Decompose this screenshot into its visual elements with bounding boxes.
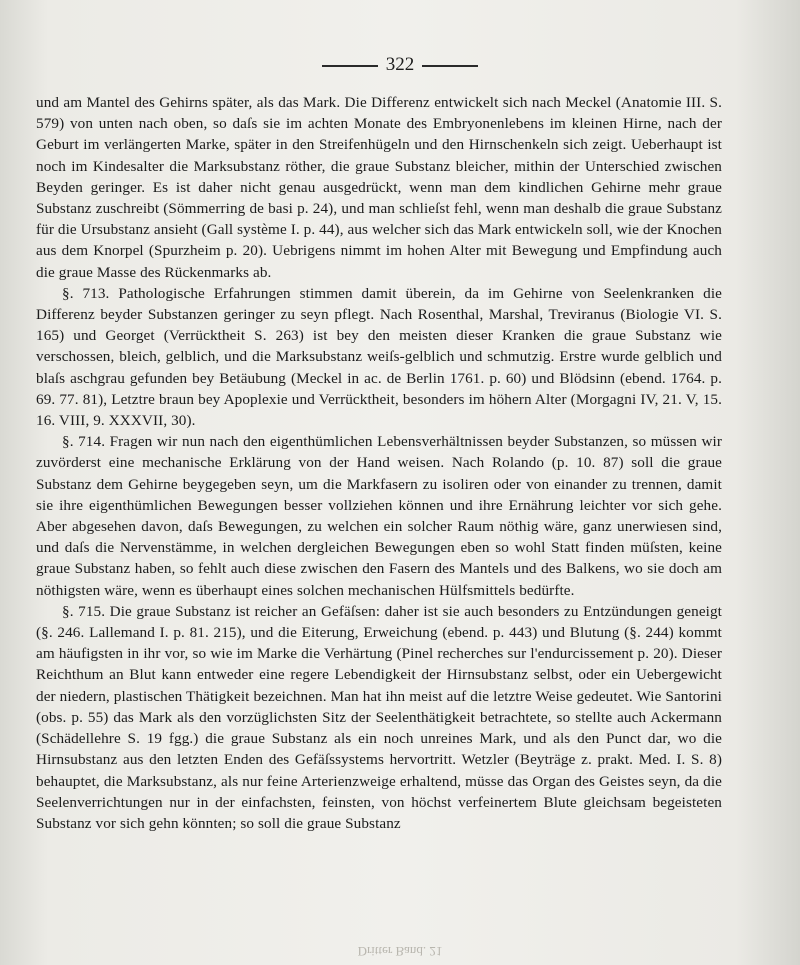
paragraph-section-713: §. 713. Pathologische Erfahrungen stimmen damit überein, da im Gehirne von Seelenkranken die Differenz beyder Substanzen geringer zu seyn pflegt. Nach Rosenthal, Marshal, Treviranus (Biologie VI. S. 165) und Georget (Verrücktheit S. 263) ist bey den meisten dieser Kranken die graue Substanz wie verschossen, bleich, gelblich, und die Marksubstanz weiſs-gelblich und schmutzig. Erstre wurde gelblich und blaſs aschgrau gefunden bey Betäubung (Meckel in ac. de Berlin 1761. p. 60) und Blödsinn (ebend. 1764. p. 69. 77. 81), Letztre braun bey Apoplexie und Verrücktheit, besonders im höhern Alter (Morgagni IV, 21. V, 15. 16. VIII, 9. XXXVII, 30).: [36, 284, 722, 430]
paragraph-section-715: §. 715. Die graue Substanz ist reicher an Gefäſsen: daher ist sie auch besonders zu Entzündungen geneigt (§. 246. Lallemand I. p. 81. 215), und die Eiterung, Erweichung (ebend. p. 443) und Blutung (§. 244) kommt am häufigsten in ihr vor, so wie im Marke die Verhärtung (Pinel recherches sur l'endurcissement p. 20). Dieser Reichthum an Blut kann entweder eine regere Lebendigkeit der Hirnsubstanz selbst, oder ein Uebergewicht der niedern, plastischen Thätigkeit bezeichnen. Man hat ihn meist auf die letztre Weise gedeutet. Wie Santorini (obs. p. 55) das Mark als den vorzüglichsten Sitz der Seelenthätigkeit betrachtete, so stellte auch Ackermann (Schädellehre S. 19 fgg.) die graue Substanz als ein noch unreines Mark, und als den Punct dar, wo die Hirnsubstanz aus den letzten Enden des Gefäſssystems hervortritt. Wetzler (Beyträge z. prakt. Med. I. S. 8) behauptet, die Marksubstanz, als nur feine Arterienzweige erhaltend, müsse das Organ des Geistes seyn, da die Seelenverrichtungen nur in der einfachsten, feinsten, von höchst verfeinertem Blute gleichsam begeisteten Substanz vor sich gehn könnten; so soll die graue Substanz: [36, 602, 722, 832]
paragraph-continuation: und am Mantel des Gehirns später, als das Mark. Die Differenz entwickelt sich nach Meckel (Anatomie III. S. 579) von unten nach oben, so daſs sie im achten Monate des Embryonenlebens im kleinen Hirne, nach der Geburt im verlängerten Marke, später in den Streifenhügeln und den Hirnschenkeln sich zeigt. Ueberhaupt ist noch im Kindesalter die Marksubstanz röther, die graue Substanz bleicher, mithin der Unterschied zwischen Beyden geringer. Es ist daher nicht genau ausgedrückt, wenn man dem kindlichen Gehirne mehr graue Substanz zuschreibt (Sömmerring de basi p. 24), und man schlieſst fehl, wenn man deshalb die graue Substanz für die Ursubstanz ansieht (Gall système I. p. 44), aus welcher sich das Mark entwickeln soll, wie der Knochen aus dem Knorpel (Spurzheim p. 20). Uebrigens nimmt im hohen Alter mit Bewegung und Empfindung auch die graue Masse des Rückenmarks ab.: [36, 94, 722, 281]
header-rule-left: [322, 65, 378, 67]
paragraph-section-714: §. 714. Fragen wir nun nach den eigenthümlichen Lebensverhältnissen beyder Substanzen, so müssen wir zuvörderst eine mechanische Erklärung von der Hand weisen. Nach Rolando (p. 10. 87) soll die graue Substanz dem Gehirne beygegeben seyn, um die Markfasern zu isoliren oder von einander zu trennen, damit sie ihre eigenthümlichen Bewegungen besser vollziehen können und ihre Ernährung leichter vor sich gehe. Aber abgesehen davon, daſs Bewegungen, zu welchen ein solcher Raum nöthig wäre, ganz unerwiesen sind, und daſs die Nervenstämme, in welchen dergleichen Bewegungen eben so wohl Statt finden müſsten, keine graue Substanz haben, so fehlt auch diese zwischen den Fasern des Mantels und des Balkens, wo sie doch am nöthigsten wäre, wenn es überhaupt eines solchen mechanischen Hülfsmittels bedürfte.: [36, 433, 722, 599]
body-text: [36, 92, 722, 834]
show-through-text: Dritter Band. 21: [357, 944, 443, 959]
page-number: 322: [385, 54, 415, 75]
page-header: [0, 54, 800, 76]
header-rule-right: [422, 65, 478, 67]
